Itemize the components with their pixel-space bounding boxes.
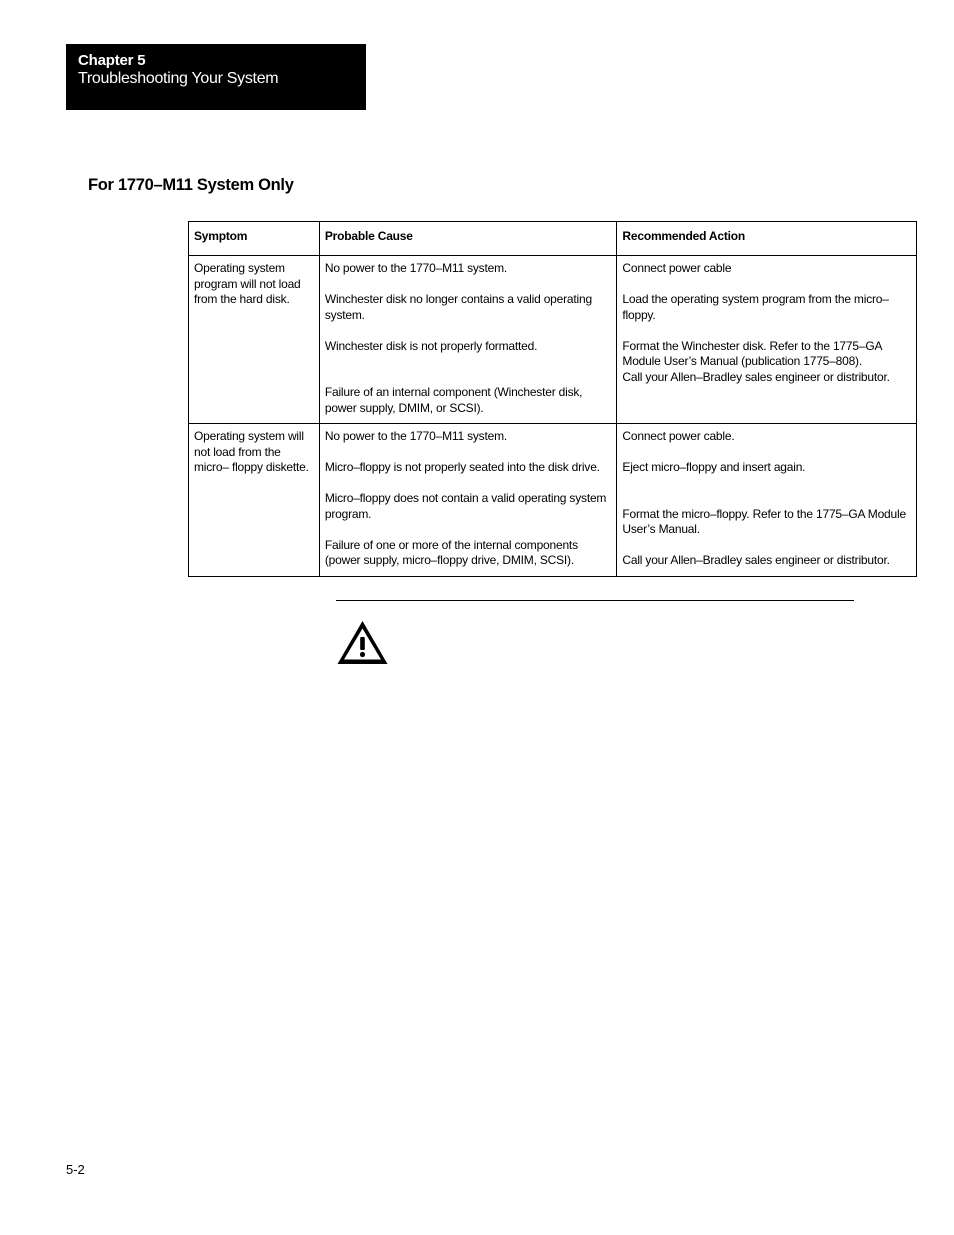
troubleshooting-table — [188, 221, 917, 577]
cause-text: No power to the 1770–M11 system. — [324, 429, 508, 443]
cause-text: No power to the 1770–M11 system. — [324, 261, 508, 275]
action-text: Call your Allen–Bradley sales engineer or distributor. — [622, 553, 890, 567]
cause-cell — [319, 256, 617, 424]
action-text: Format the Winchester disk. Refer to the 1775–GA Module User’s Manual (publication 1775–808). — [622, 338, 882, 368]
symptom-text: Operating system will not load from the micro– floppy diskette. — [194, 429, 309, 474]
cause-text: Winchester disk is not properly formatted. — [324, 338, 538, 353]
cause-text: Failure of one or more of the internal components (power supply, micro–floppy drive, DMIM, SCSI). — [324, 537, 578, 567]
action-text: Load the operating system program from the micro–floppy. — [622, 292, 889, 322]
chapter-label: Chapter 5 — [78, 52, 146, 69]
column-header-recommended-action: Recommended Action — [617, 222, 917, 256]
table-row — [189, 424, 917, 577]
table-header-row — [189, 222, 917, 256]
symptom-cell — [189, 424, 320, 577]
cause-text: Micro–floppy does not contain a valid operating system program. — [324, 491, 607, 521]
table-row — [189, 256, 917, 424]
symptom-text: Operating system program will not load from the hard disk. — [194, 261, 301, 306]
page-number: 5-2 — [66, 1162, 85, 1177]
cause-text: Winchester disk no longer contains a valid operating system. — [324, 292, 592, 322]
action-cell — [617, 256, 917, 424]
action-text: Connect power cable. — [622, 429, 735, 443]
cause-cell — [319, 424, 617, 577]
horizontal-rule — [336, 600, 854, 601]
symptom-cell — [189, 256, 320, 424]
column-header-symptom: Symptom — [189, 222, 320, 256]
action-text: Format the micro–floppy. Refer to the 1775–GA Module User’s Manual. — [622, 506, 906, 536]
action-text: Connect power cable — [622, 261, 732, 275]
cause-text: Failure of an internal component (Winchester disk, power supply, DMIM, or SCSI). — [324, 385, 583, 415]
action-text: Call your Allen–Bradley sales engineer or distributor. — [622, 369, 890, 384]
action-text: Eject micro–floppy and insert again. — [622, 460, 806, 474]
cause-text: Micro–floppy is not properly seated into the disk drive. — [324, 460, 600, 474]
section-heading: For 1770–M11 System Only — [88, 176, 294, 194]
chapter-header — [66, 44, 366, 110]
chapter-title: Troubleshooting Your System — [78, 70, 279, 87]
action-cell — [617, 424, 917, 577]
warning-triangle-icon — [336, 619, 389, 666]
column-header-probable-cause: Probable Cause — [319, 222, 617, 256]
